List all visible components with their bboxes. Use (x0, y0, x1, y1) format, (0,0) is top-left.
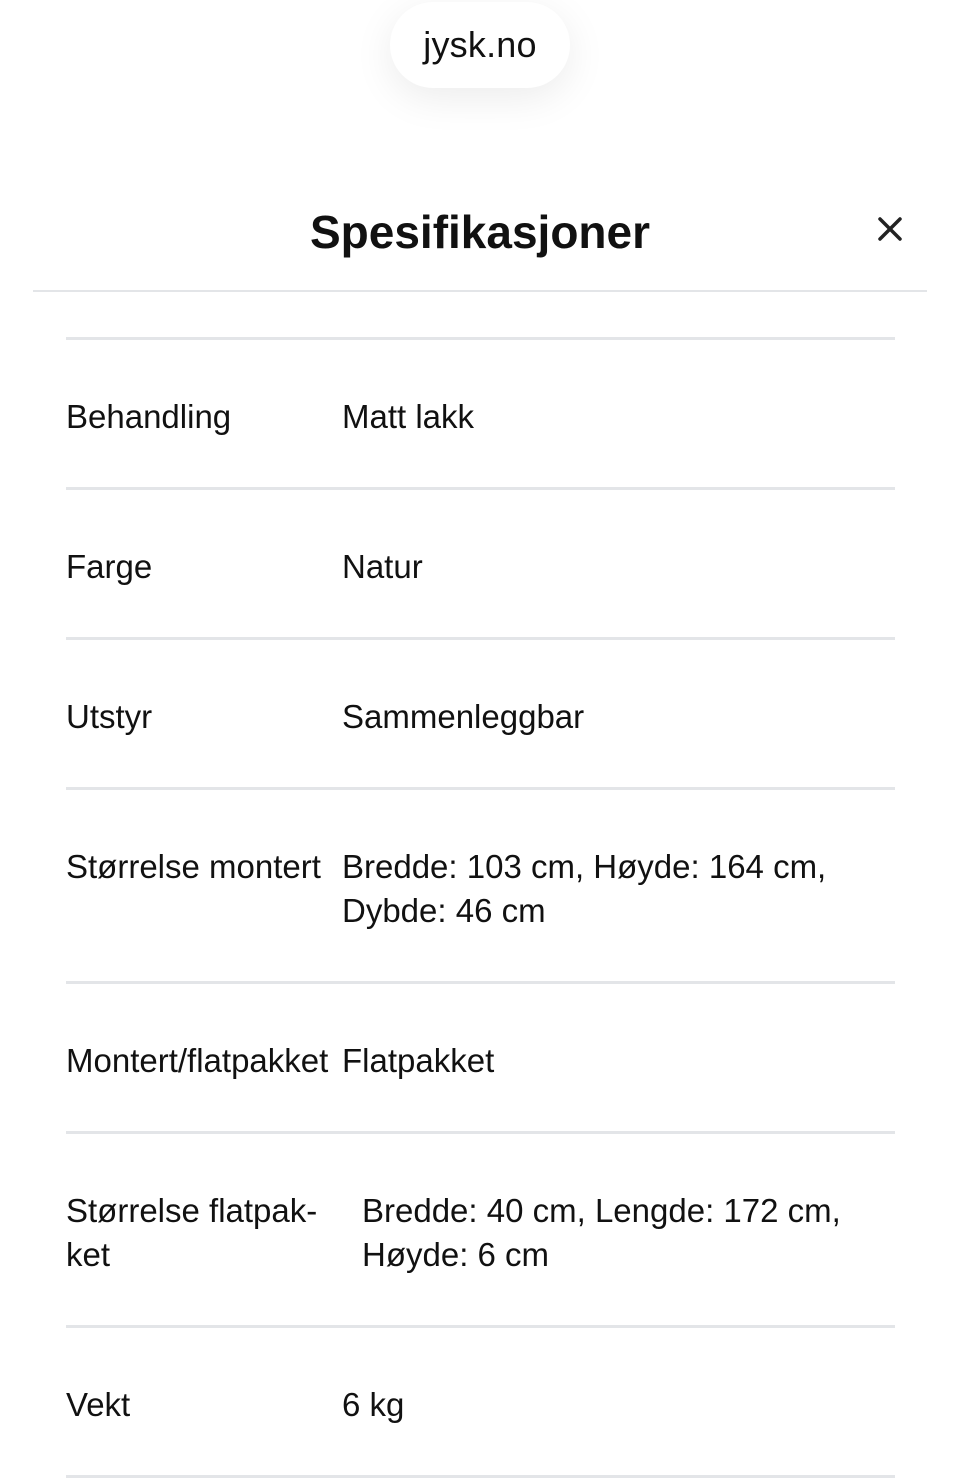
spec-value: Bredde: 40 cm, Lengde: 172 cm, Høyde: 6 cm (362, 1192, 841, 1273)
spec-row-vekt (66, 1328, 895, 1478)
spec-label: Størrelse flatpakket (66, 1192, 318, 1273)
spec-value: 6 kg (342, 1386, 405, 1423)
browser-url-bar[interactable] (390, 2, 570, 88)
dialog-title: Spesifikasjoner (309, 206, 651, 258)
spec-row-storrelse-montert (66, 790, 895, 984)
close-button[interactable] (873, 212, 907, 246)
spec-value: Matt lakk (342, 398, 475, 435)
spec-table (66, 337, 895, 1478)
spec-value: Bredde: 103 cm, Høyde: 164 cm, Dybde: 46 cm (342, 848, 827, 929)
spec-label: Behandling (66, 398, 232, 435)
spec-row-montert-flatpakket (66, 984, 895, 1134)
spec-row-farge (66, 490, 895, 640)
spec-label: Vekt (66, 1386, 131, 1423)
spec-label: Farge (66, 548, 153, 585)
spec-row-behandling (66, 340, 895, 490)
spec-value: Flatpakket (342, 1042, 495, 1079)
spec-value: Sammenleggbar (342, 698, 585, 735)
dialog-header (33, 180, 927, 292)
spec-value: Natur (342, 548, 423, 585)
spec-label: Montert/flatpakket (66, 1042, 329, 1079)
close-icon (873, 212, 907, 246)
spec-label: Størrelse montert (66, 848, 321, 885)
spec-row-utstyr (66, 640, 895, 790)
spec-row-storrelse-flatpakket (66, 1134, 895, 1328)
url-text: jysk.no (423, 24, 537, 65)
spec-label: Utstyr (66, 698, 153, 735)
